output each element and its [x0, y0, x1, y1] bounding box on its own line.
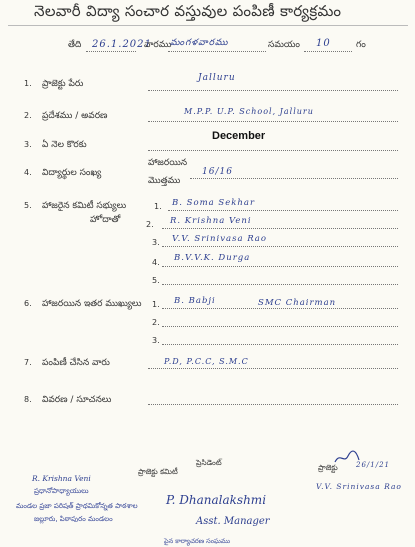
- time-label: సమయం: [268, 40, 300, 50]
- left-signature: R. Krishna Veni: [32, 474, 91, 483]
- row-number: 4.: [24, 168, 32, 177]
- list-item: R. Krishna Veni: [170, 216, 252, 226]
- row-label-students: విద్యార్థుల సంఖ్య: [42, 168, 102, 178]
- middle-signature: P. Dhanalakshmi: [166, 493, 267, 507]
- row-label-project: ప్రాజెక్టు పేరు: [42, 79, 84, 89]
- row-number: 3.: [24, 140, 32, 149]
- signed-date: 26/1/21: [356, 461, 390, 469]
- row-label-designation: హోదాతో: [90, 215, 121, 225]
- signed-name: V.V. Srinivasa Rao: [316, 482, 402, 491]
- time-unit: గం: [356, 40, 366, 50]
- list-item: B.V.V.K. Durga: [174, 253, 251, 263]
- row-number: 2.: [24, 111, 32, 120]
- middle-stamp: పైన కార్యాచరణ సంఘము: [164, 537, 231, 545]
- row-label-distributed-by: పంపిణీ చేసిన వారు: [42, 358, 110, 368]
- list-item-number: 4.: [152, 258, 160, 267]
- left-stamp-place: జల్లూరు, పిఠాపురం మండలం: [34, 515, 113, 523]
- title-underline: [8, 25, 408, 26]
- list-item-number: 1.: [152, 300, 160, 309]
- page-title: నెలవారీ విద్యా సంచార వస్తువుల పంపిణీ కార్యక్రమం: [34, 2, 342, 20]
- row-number: 8.: [24, 395, 32, 404]
- row-number: 7.: [24, 358, 32, 367]
- row-label-total: మొత్తము: [148, 176, 181, 186]
- list-item: V.V. Srinivasa Rao: [172, 234, 267, 244]
- list-item-number: 3.: [152, 336, 160, 345]
- project-label: ప్రాజెక్టు: [318, 463, 338, 472]
- day-value: మంగళవారము: [170, 38, 229, 48]
- committee-president-role: ప్రెసిడెంట్: [196, 458, 222, 467]
- row-value-place: M.P.P. U.P. School, Jalluru: [184, 107, 314, 116]
- row-label-remarks: వివరణ / సూచనలు: [42, 395, 112, 405]
- list-item-number: 1.: [154, 202, 162, 211]
- left-stamp-title: ప్రధానోపాధ్యాయులు: [34, 487, 89, 495]
- list-item-number: 2.: [152, 318, 160, 327]
- list-item-role: SMC Chairman: [258, 298, 337, 308]
- row-label-place: ప్రదేశము / అవరణ: [42, 111, 108, 121]
- row-number: 5.: [24, 201, 32, 210]
- list-item-number: 3.: [152, 238, 160, 247]
- list-item-number: 5.: [152, 276, 160, 285]
- date-value: 26.1.2021: [92, 39, 152, 50]
- left-stamp-school: మండల ప్రజా పరిషత్ ప్రాథమికోన్నత పాఠశాల: [16, 502, 138, 510]
- list-item: B. Soma Sekhar: [172, 198, 256, 208]
- date-label: తేది: [68, 40, 82, 50]
- list-item-number: 2.: [146, 220, 154, 229]
- row-number: 6.: [24, 299, 32, 308]
- row-label-committee: హాజరైన కమిటీ సభ్యులు: [42, 201, 127, 211]
- middle-role: Asst. Manager: [196, 516, 270, 527]
- row-label-others: హాజరయిన ఇతర ముఖ్యులు: [42, 299, 142, 309]
- row-number: 1.: [24, 79, 32, 88]
- committee-label: ప్రాజెక్టు కమిటీ: [138, 467, 178, 476]
- list-item: B. Babji: [174, 296, 216, 306]
- row-value-project: Jalluru: [198, 73, 236, 83]
- row-label-present: హాజరయిన: [148, 158, 188, 168]
- row-value-distributed-by: P.D, P.C.C, S.M.C: [164, 357, 249, 366]
- row-label-month: ఏ నెల కొరకు: [42, 140, 87, 150]
- time-value: 10: [316, 38, 331, 49]
- row-value-month: December: [212, 130, 266, 142]
- row-value-students: 16/16: [202, 167, 233, 177]
- day-label: వారము: [144, 40, 172, 50]
